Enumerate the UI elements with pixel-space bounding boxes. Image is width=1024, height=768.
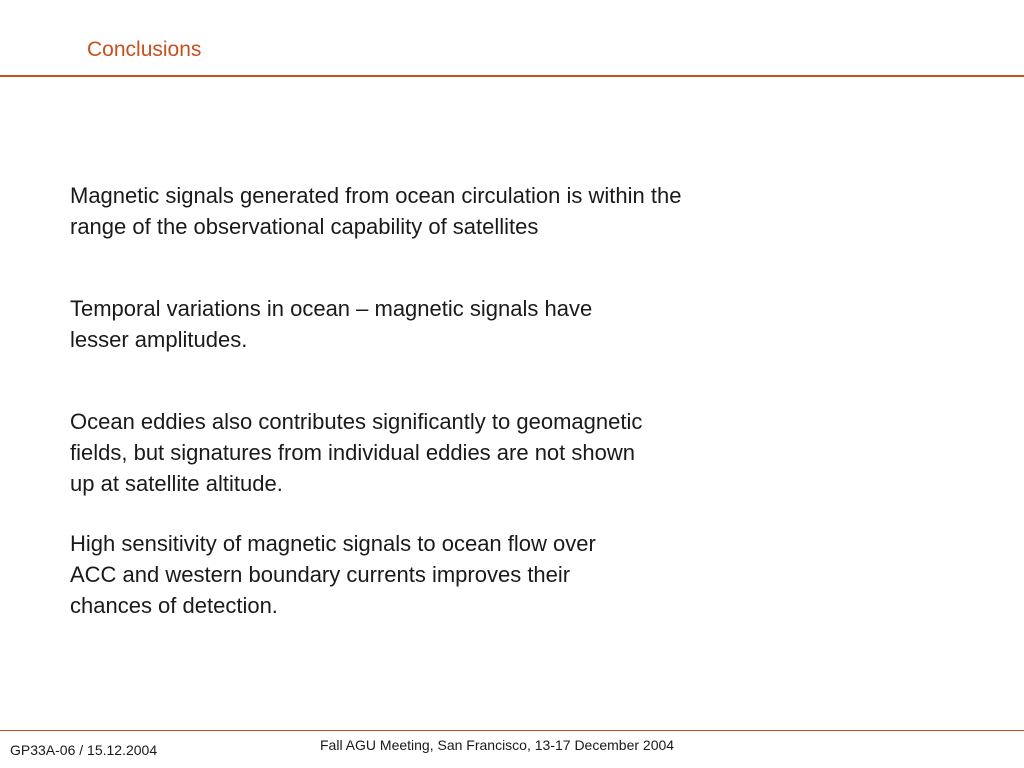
point-3-line-2: fields, but signatures from individual eddies are not shown <box>70 440 635 465</box>
conclusion-point-2 <box>70 293 592 355</box>
point-2-line-1: Temporal variations in ocean – magnetic signals have <box>70 296 593 321</box>
point-1-line-2: range of the observational capability of satellites <box>70 214 539 239</box>
conclusion-point-1 <box>70 180 681 242</box>
footer-session-code: GP33A-06 / 15.12.2004 <box>10 742 158 758</box>
point-4-line-3: chances of detection. <box>70 593 278 618</box>
footer-divider <box>0 730 1024 731</box>
footer-event: Fall AGU Meeting, San Francisco, 13-17 December 2004 <box>320 737 675 753</box>
point-3-line-1: Ocean eddies also contributes significantly to geomagnetic <box>70 409 643 434</box>
title-divider <box>0 75 1024 77</box>
slide-title: Conclusions <box>87 38 202 61</box>
conclusion-point-3 <box>70 406 642 499</box>
point-1-line-1: Magnetic signals generated from ocean circulation is within the <box>70 183 682 208</box>
point-3-line-3: up at satellite altitude. <box>70 471 283 496</box>
conclusion-point-4 <box>70 528 596 621</box>
point-4-line-1: High sensitivity of magnetic signals to ocean flow over <box>70 531 596 556</box>
point-2-line-2: lesser amplitudes. <box>70 327 248 352</box>
point-4-line-2: ACC and western boundary currents improves their <box>70 562 571 587</box>
